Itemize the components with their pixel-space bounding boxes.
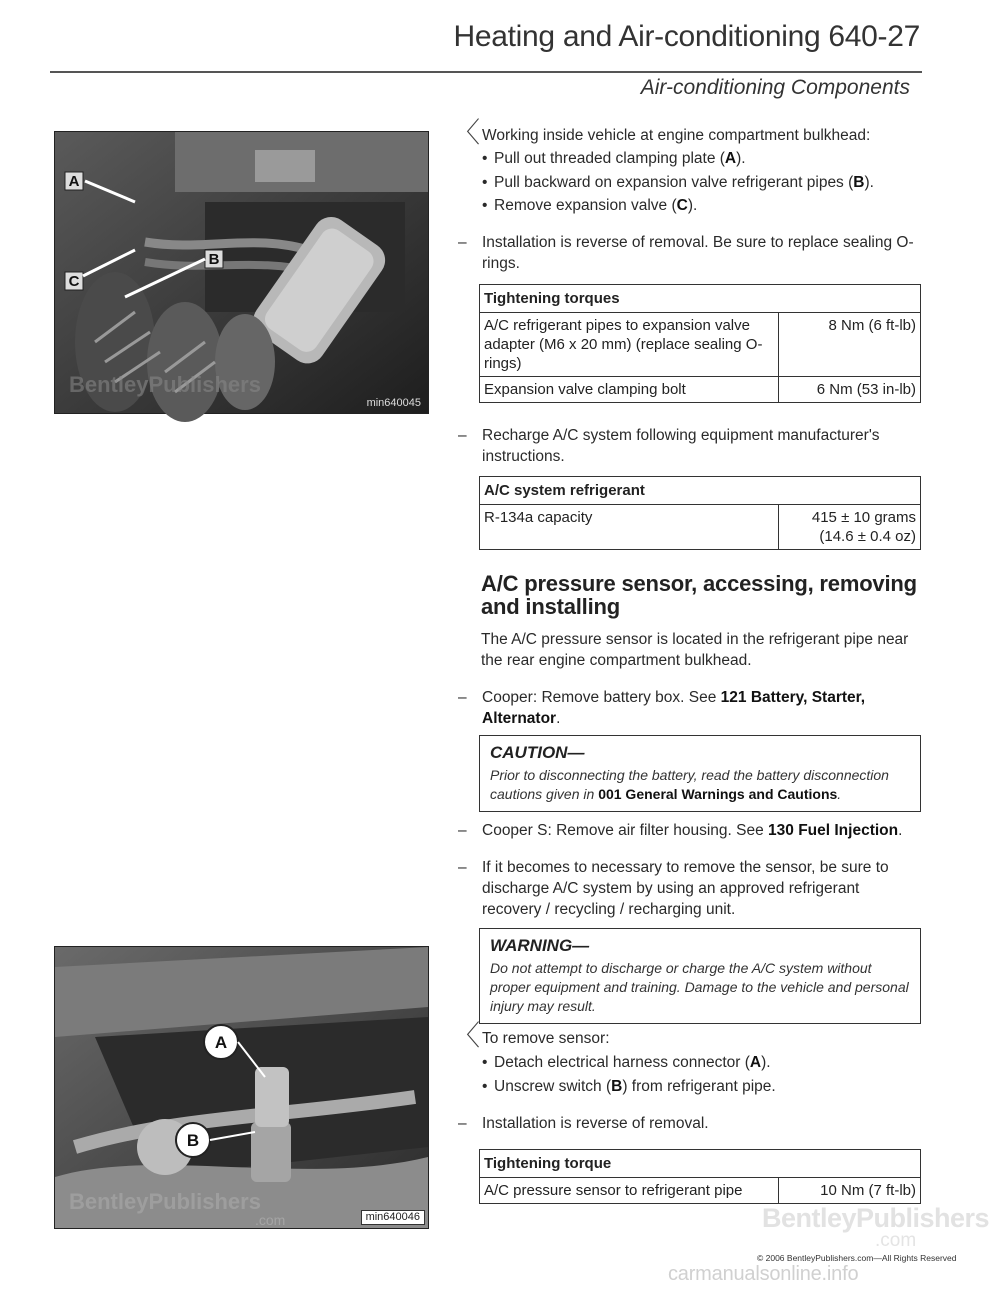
callout-arrow-icon: 〈 (452, 117, 481, 148)
torque-table (479, 284, 921, 403)
publisher-watermark-com: .com (875, 1230, 917, 1251)
table-header: A/C system refrigerant (480, 477, 921, 505)
table-cell-label: R-134a capacity (480, 505, 779, 550)
table-cell-value: 415 ± 10 grams (14.6 ± 0.4 oz) (779, 505, 921, 550)
step-cooper-s: – Cooper S: Remove air filter housing. See 130 Fuel Injection. (458, 822, 903, 839)
warning-text: Do not attempt to discharge or charge the A/C system without proper equipment and training. Damage to the vehicle and personal injury may result. (490, 960, 909, 1014)
caution-text: Prior to disconnecting the battery, read the battery disconnection cautions given in 001 General Warnings and Cautions. (490, 767, 889, 802)
torque-table-2 (479, 1149, 921, 1204)
bullet-item: • Unscrew switch (B) from refrigerant pipe. (482, 1078, 776, 1095)
photo-expansion-valve (54, 131, 429, 414)
section-title: A/C pressure sensor, accessing, removing and installing (481, 571, 917, 619)
caution-box (479, 735, 921, 812)
intro-working-inside: 〈 Working inside vehicle at engine compartment bulkhead: (452, 117, 871, 148)
table-cell-label: A/C pressure sensor to refrigerant pipe (480, 1178, 779, 1204)
photo1-label-b: B (208, 251, 220, 268)
bullet-icon: • (482, 1078, 488, 1095)
photo2-label-b: B (186, 1131, 200, 1150)
bullet-icon: • (482, 1054, 488, 1071)
step-installation-2: – Installation is reverse of removal. (458, 1115, 709, 1132)
photo1-label-a: A (68, 173, 80, 190)
table-cell-label: Expansion valve clamping bolt (480, 377, 779, 403)
section-paragraph: The A/C pressure sensor is located in the refrigerant pipe near the rear engine compartment bulkhead. (481, 631, 909, 669)
photo2-watermark: BentleyPublishers (69, 1189, 261, 1214)
page-title: Heating and Air-conditioning 640-27 (453, 20, 920, 53)
callout-arrow-icon: 〈 (452, 1020, 481, 1051)
bullet-item: • Pull backward on expansion valve refrigerant pipes (B). (482, 174, 874, 191)
photo2-label-a: A (214, 1033, 228, 1052)
step-cooper-battery: – Cooper: Remove battery box. See 121 Battery, Starter, Alternator. (458, 689, 866, 727)
table-header: Tightening torque (480, 1150, 921, 1178)
table-cell-value: 8 Nm (6 ft-lb) (779, 313, 921, 377)
intro-remove-sensor: 〈 To remove sensor: (452, 1020, 610, 1051)
photo-pressure-sensor (54, 946, 429, 1229)
copyright-notice: © 2006 BentleyPublishers.com—All Rights Reserved (757, 1253, 957, 1263)
page-subtitle: Air-conditioning Components (640, 76, 910, 99)
bullet-icon: • (482, 197, 488, 214)
refrigerant-table (479, 476, 921, 550)
photo1-label-c: C (68, 273, 80, 290)
caution-title: CAUTION— (490, 743, 585, 762)
warning-title: WARNING— (490, 936, 590, 955)
site-watermark: carmanualsonline.info (668, 1263, 859, 1285)
bullet-item: • Pull out threaded clamping plate (A). (482, 150, 746, 167)
bullet-item: • Detach electrical harness connector (A). (482, 1054, 771, 1071)
photo1-id: min640045 (366, 397, 421, 409)
bullet-item: • Remove expansion valve (C). (482, 197, 698, 214)
step-recharge: – Recharge A/C system following equipment manufacturer's instructions. (458, 427, 880, 465)
table-cell-label: A/C refrigerant pipes to expansion valve adapter (M6 x 20 mm) (replace sealing O-rings) (480, 313, 779, 377)
bullet-icon: • (482, 174, 488, 191)
header-rule (50, 71, 922, 73)
table-cell-value: 6 Nm (53 in-lb) (779, 377, 921, 403)
step-installation: – Installation is reverse of removal. Be sure to replace sealing O-rings. (458, 234, 914, 272)
photo2-id: min640046 (361, 1210, 425, 1225)
bullet-icon: • (482, 150, 488, 167)
warning-box (479, 928, 921, 1024)
table-cell-value: 10 Nm (7 ft-lb) (779, 1178, 921, 1204)
photo1-watermark: BentleyPublishers (69, 372, 261, 397)
table-header: Tightening torques (480, 285, 921, 313)
step-discharge: – If it becomes to necessary to remove the sensor, be sure to discharge A/C system by using an approved refrigerant recovery / recycling / recharging unit. (458, 859, 889, 918)
photo2-watermark-com: .com (255, 1212, 286, 1228)
publisher-watermark: BentleyPublishers (762, 1203, 989, 1233)
